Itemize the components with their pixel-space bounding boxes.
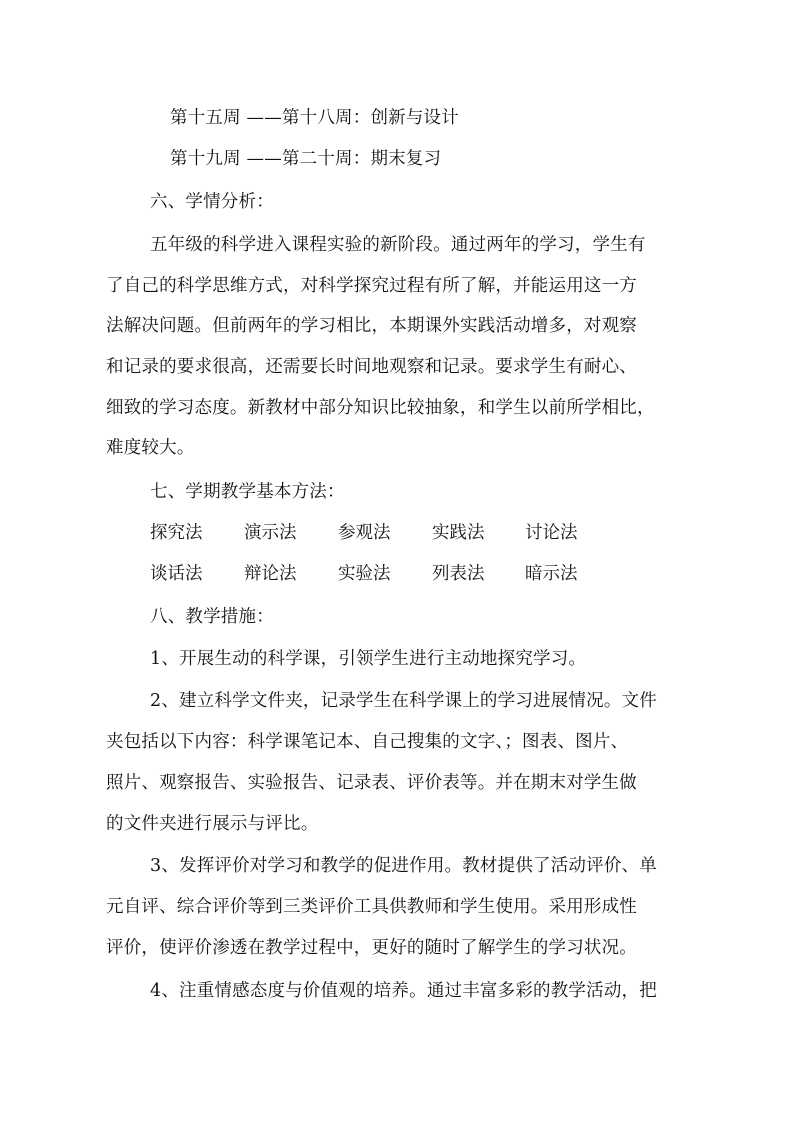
section-6-line: 了自己的科学思维方式，对科学探究过程有所了解，并能运用这一方 [106, 276, 637, 296]
method-item: 列表法 [432, 564, 485, 584]
measure-item-3-line: 3、发挥评价对学习和教学的促进作用。教材提供了活动评价、单 [150, 856, 657, 876]
measure-item-4-line: 4、注重情感态度与价值观的培养。通过丰富多彩的教学活动，把 [150, 981, 657, 1001]
section-6-line: 五年级的科学进入课程实验的新阶段。通过两年的学习，学生有 [150, 235, 646, 255]
measure-item-2-line: 2、建立科学文件夹，记录学生在科学课上的学习进展情况。文件 [150, 691, 657, 711]
method-item: 参观法 [338, 523, 391, 543]
section-6-line: 和记录的要求很高，还需要长时间地观察和记录。要求学生有耐心、 [106, 357, 637, 377]
method-item: 探究法 [150, 523, 203, 543]
method-item: 辩论法 [244, 564, 297, 584]
measure-item-1: 1、开展生动的科学课，引领学生进行主动地探究学习。 [150, 649, 587, 669]
section-6-line: 法解决问题。但前两年的学习相比，本期课外实践活动增多，对观察 [106, 316, 637, 336]
schedule-week19-20: 第十九周 ——第二十周：期末复习 [170, 149, 442, 169]
method-item: 讨论法 [525, 523, 578, 543]
method-item: 谈话法 [150, 564, 203, 584]
method-item: 演示法 [244, 523, 297, 543]
section-6-line: 细致的学习态度。新教材中部分知识比较抽象，和学生以前所学相比， [106, 398, 655, 418]
method-item: 实践法 [432, 523, 485, 543]
section-6-heading: 六、学情分析： [150, 192, 274, 212]
measure-item-2-line: 夹包括以下内容：科学课笔记本、自己搜集的文字、；图表、图片、 [106, 732, 629, 752]
section-7-heading: 七、学期教学基本方法： [150, 482, 345, 502]
schedule-week15-18: 第十五周 ——第十八周：创新与设计 [170, 108, 459, 128]
measure-item-2-line: 的文件夹进行展示与评比。 [106, 814, 319, 834]
section-6-line: 难度较大。 [106, 438, 195, 458]
measure-item-3-line: 元自评、综合评价等到三类评价工具供教师和学生使用。采用形成性 [106, 897, 637, 917]
method-item: 实验法 [338, 564, 391, 584]
section-8-heading: 八、教学措施： [150, 607, 274, 627]
measure-item-3-line: 评价，使评价渗透在教学过程中，更好的随时了解学生的学习状况。 [106, 938, 637, 958]
method-item: 暗示法 [525, 564, 578, 584]
measure-item-2-line: 照片、观察报告、实验报告、记录表、评价表等。并在期末对学生做 [106, 773, 637, 793]
